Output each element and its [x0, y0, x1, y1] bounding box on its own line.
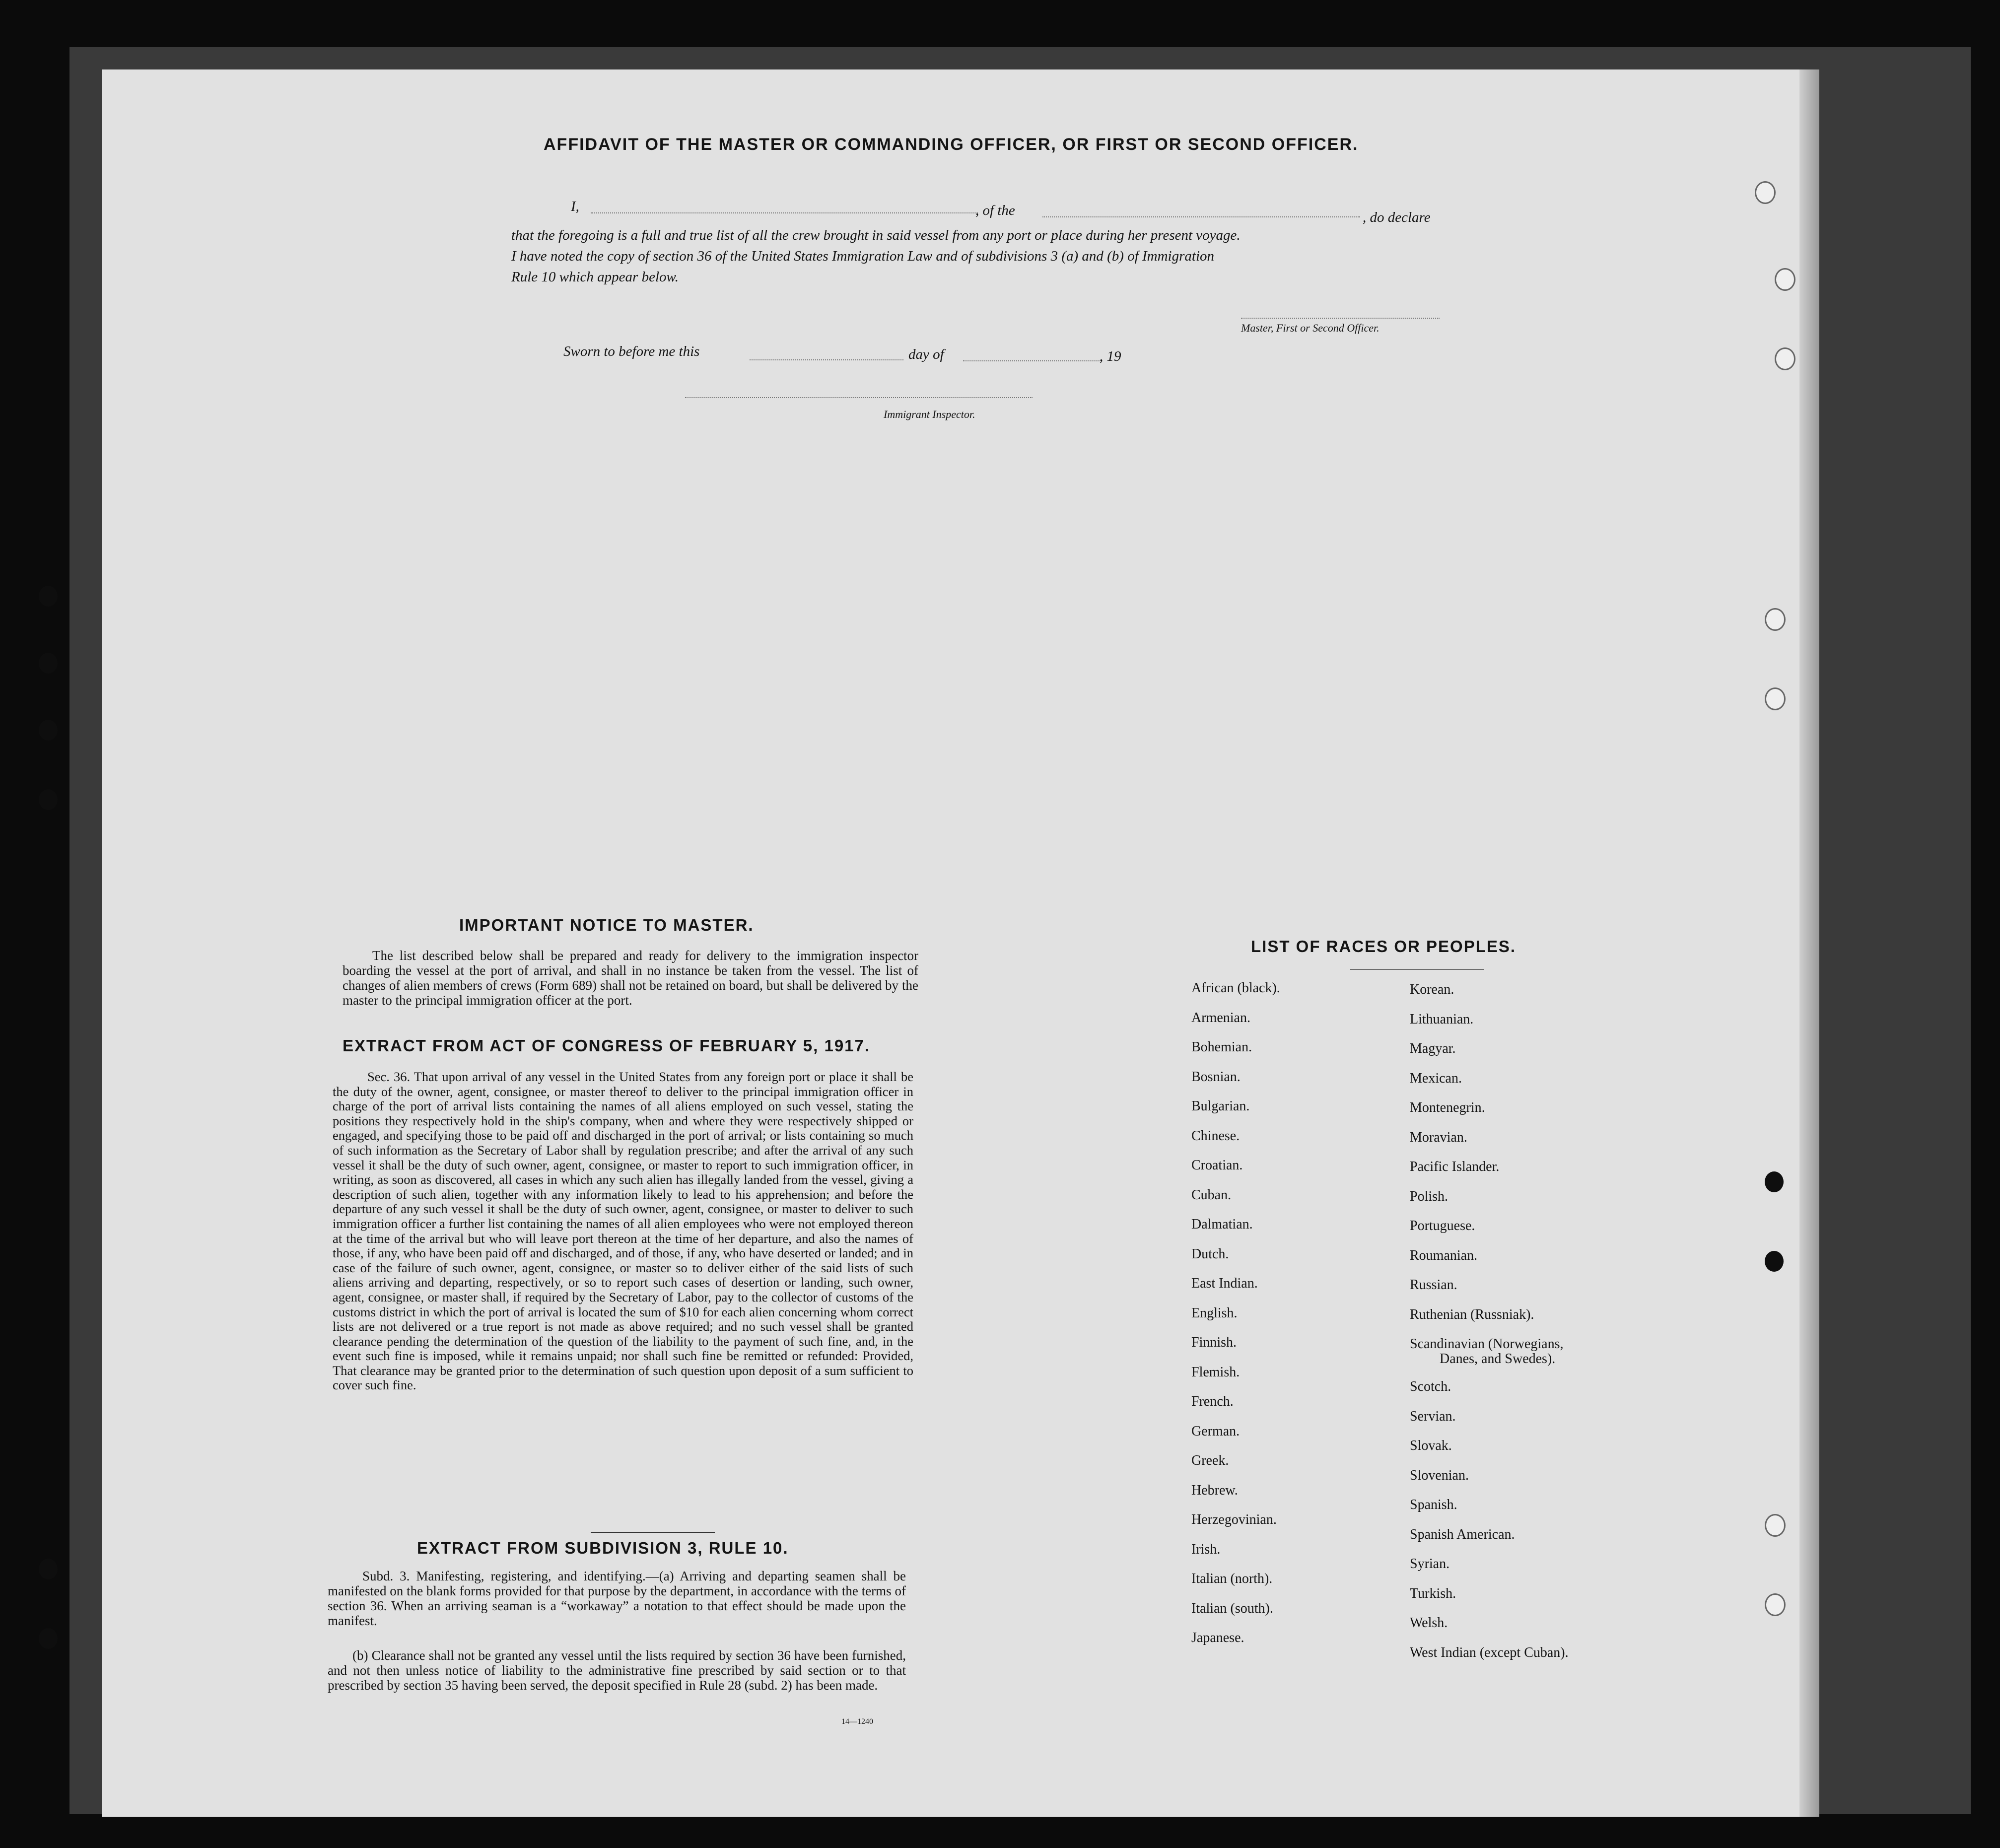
race-item: Turkish.	[1410, 1585, 1456, 1601]
affidavit-line-3: Rule 10 which appear below.	[511, 269, 679, 285]
race-item: Cuban.	[1191, 1187, 1232, 1203]
race-item: Scotch.	[1410, 1379, 1451, 1394]
binder-hole	[1765, 1171, 1784, 1192]
races-right-column	[1410, 982, 1569, 1674]
sworn-day-line	[750, 359, 903, 360]
race-item: Italian (south).	[1191, 1600, 1273, 1616]
inspector-line	[685, 397, 1033, 398]
race-item: Spanish American.	[1410, 1526, 1515, 1542]
races-title: LIST OF RACES OR PEOPLES.	[1251, 937, 1517, 956]
master-sig-label: Master, First or Second Officer.	[1241, 322, 1379, 334]
binder-hole	[39, 586, 58, 607]
race-item: Lithuanian.	[1410, 1011, 1474, 1027]
race-item: Bulgarian.	[1191, 1098, 1250, 1114]
race-item: Danes, and Swedes).	[1440, 1351, 1556, 1367]
separator-rule	[591, 1532, 715, 1533]
race-item: Greek.	[1191, 1453, 1229, 1468]
binder-hole	[1765, 608, 1786, 631]
race-item: Mexican.	[1410, 1070, 1462, 1086]
notice-body: The list described below shall be prepared and ready for delivery to the immigration inspector boarding the vessel at the port of arrival, and shall in no instance be taken from the vessel. The list of changes of alien members of crews (Form 689) shall not be retained on board, but shall be delivered by the master to the principal immigration officer at the port.	[343, 948, 918, 1008]
race-item: French.	[1191, 1394, 1234, 1409]
race-item: Herzegovinian.	[1191, 1512, 1277, 1527]
affidavit-title: AFFIDAVIT OF THE MASTER OR COMMANDING OFFICER, OR FIRST OR SECOND OFFICER.	[544, 135, 1359, 154]
binder-hole	[1765, 1251, 1784, 1272]
race-item: Roumanian.	[1410, 1247, 1478, 1263]
race-item: Pacific Islander.	[1410, 1159, 1500, 1174]
race-item: Servian.	[1410, 1408, 1456, 1424]
binder-hole	[1765, 1514, 1786, 1537]
affidavit-of-the: , of the	[975, 203, 1015, 218]
race-item: West Indian (except Cuban).	[1410, 1644, 1569, 1660]
race-item: Slovak.	[1410, 1438, 1452, 1453]
race-item: English.	[1191, 1305, 1238, 1321]
day-of-label: day of	[908, 346, 944, 362]
notice-title: IMPORTANT NOTICE TO MASTER.	[459, 916, 754, 934]
binder-hole	[1775, 268, 1795, 291]
binder-hole	[1775, 347, 1795, 370]
race-item: Magyar.	[1410, 1041, 1456, 1056]
master-sig-line	[1241, 318, 1440, 319]
race-item: Dalmatian.	[1191, 1217, 1253, 1232]
act-body: Sec. 36. That upon arrival of any vessel in the United States from any foreign port or place it shall be the duty of the owner, agent, consignee, or master thereof to deliver to the principal immigration officer in charge of the port of arrival lists containing the names of all aliens employed on such vessel, stating the positions they respectively hold in the ship's company, when and where they were respectively shipped or engaged, and specifying those to be paid off and discharged in the port of arrival; or lists containing so much of such information as the Secretary of Labor shall by regulation prescribe; and after the arrival of any such vessel it shall be the duty of such owner, agent, consignee, or master to report to such immigration officer, in writing, as soon as discovered, all cases in which any such alien has illegally landed from the vessel, giving a description of such alien, together with any information likely to lead to his apprehension; and before the departure of any such vessel it shall be the duty of such owner, agent, consignee, or master to deliver to such immigration officer a further list containing the names of all alien employees who were not employed thereon at the time of the arrival but who will leave port thereon at the time of her departure, and also the names of those, if any, who have been paid off and discharged, and of those, if any, who have deserted or landed; and in case of the failure of such owner, agent, consignee, or master so to deliver either of the said lists of such aliens arriving and departing, respectively, or so to report such cases of desertion or landing, such owner, agent, consignee, or master shall, if required by the Secretary of Labor, pay to the collector of customs of the customs district in which the port of arrival is located the sum of $10 for each alien concerning whom correct lists are not delivered or a true report is not made as above required; and no such vessel shall be granted clearance pending the determination of the question of the liability to the payment of such fine, and, in the event such fine is imposed, while it remains unpaid; nor shall such fine be remitted or refunded: Provided, That clearance may be granted prior to the determination of such question upon deposit of a sum sufficient to cover such fine.	[333, 1069, 913, 1393]
race-item: Polish.	[1410, 1188, 1448, 1204]
race-item: Bohemian.	[1191, 1039, 1252, 1055]
year-label: , 19	[1100, 348, 1121, 364]
binder-hole	[39, 789, 58, 810]
race-item: Croatian.	[1191, 1158, 1243, 1173]
affidavit-line-1: that the foregoing is a full and true list of all the crew brought in said vessel from any port or place during her present voyage.	[511, 227, 1241, 243]
race-item: Russian.	[1410, 1277, 1457, 1293]
inspector-label: Immigrant Inspector.	[884, 408, 975, 420]
race-item: Finnish.	[1191, 1335, 1237, 1350]
race-item: Slovenian.	[1410, 1467, 1469, 1483]
binder-hole	[39, 1559, 58, 1579]
binder-hole	[39, 1628, 58, 1649]
affidavit-do-declare: , do declare	[1363, 209, 1431, 225]
races-rule	[1350, 969, 1484, 970]
race-item: Portuguese.	[1410, 1218, 1475, 1233]
race-item: Welsh.	[1410, 1615, 1448, 1631]
race-item: Irish.	[1191, 1541, 1221, 1557]
binder-hole	[1755, 181, 1776, 204]
race-item: Bosnian.	[1191, 1069, 1241, 1085]
binder-hole	[39, 653, 58, 674]
race-item: Ruthenian (Russniak).	[1410, 1306, 1534, 1322]
vessel-line	[1042, 216, 1360, 217]
sworn-label: Sworn to before me this	[563, 343, 700, 359]
name-line	[591, 212, 978, 213]
race-item: Chinese.	[1191, 1128, 1240, 1144]
month-line	[963, 360, 1102, 361]
race-item: Syrian.	[1410, 1556, 1450, 1572]
race-item: Korean.	[1410, 982, 1454, 997]
race-item: Japanese.	[1191, 1630, 1244, 1645]
race-item: Moravian.	[1410, 1129, 1467, 1145]
page-edge	[1799, 69, 1819, 1817]
race-item: Dutch.	[1191, 1246, 1229, 1262]
form-number: 14—1240	[841, 1717, 873, 1726]
race-item: East Indian.	[1191, 1276, 1258, 1291]
binder-hole	[1765, 1593, 1786, 1616]
act-title: EXTRACT FROM ACT OF CONGRESS OF FEBRUARY 5, 1917.	[343, 1036, 871, 1055]
affidavit-line-2: I have noted the copy of section 36 of the United States Immigration Law and of subdivisions 3 (a) and (b) of Immigration	[511, 248, 1215, 264]
rule10-title: EXTRACT FROM SUBDIVISION 3, RULE 10.	[417, 1539, 789, 1557]
binder-hole	[39, 720, 58, 741]
rule10-para-b: (b) Clearance shall not be granted any vessel until the lists required by section 36 have been furnished, and not then unless notice of liability to the administrative fine prescribed by said section or to that prescribed by section 35 having been served, the deposit specified in Rule 28 (subd. 2) has been made.	[328, 1648, 906, 1693]
affidavit-i: I,	[571, 199, 579, 214]
rule10-para-a: Subd. 3. Manifesting, registering, and identifying.—(a) Arriving and departing seamen shall be manifested on the blank forms provided for that purpose by the department, in accordance with the terms of section 36. When an arriving seaman is a “workaway” a notation to that effect should be made upon the manifest.	[328, 1569, 906, 1628]
race-item: Armenian.	[1191, 1010, 1250, 1026]
race-item: Scandinavian (Norwegians,	[1410, 1336, 1564, 1352]
binder-hole	[1765, 687, 1786, 710]
race-item: German.	[1191, 1423, 1240, 1439]
race-item: African (black).	[1191, 980, 1280, 996]
race-item: Spanish.	[1410, 1497, 1457, 1512]
races-left-column	[1191, 980, 1280, 1660]
race-item: Italian (north).	[1191, 1571, 1273, 1586]
race-item: Hebrew.	[1191, 1482, 1238, 1498]
race-item: Montenegrin.	[1410, 1100, 1485, 1115]
race-item: Flemish.	[1191, 1364, 1240, 1380]
